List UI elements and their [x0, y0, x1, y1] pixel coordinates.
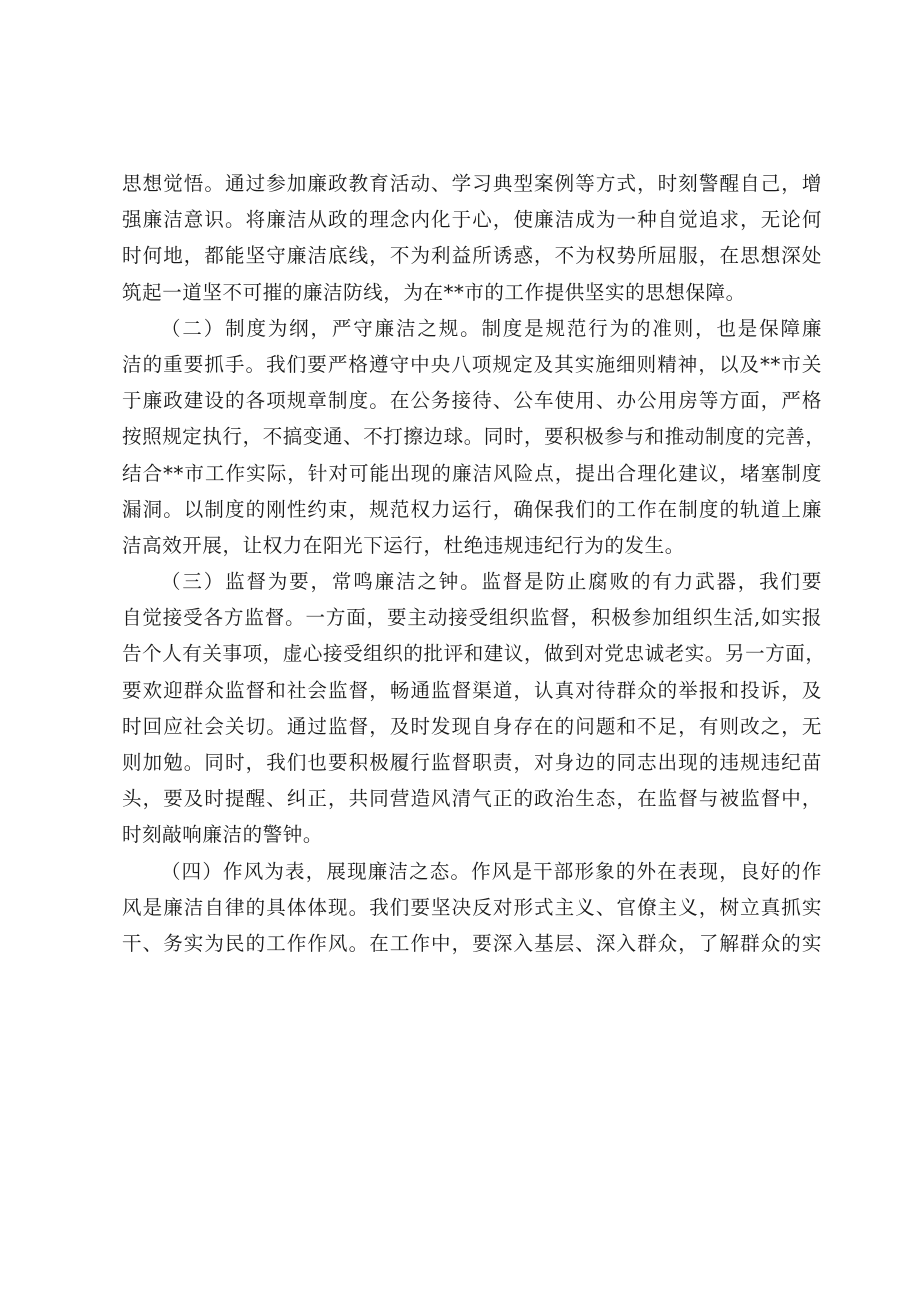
- text-line: 要欢迎群众监督和社会监督，畅通监督渠道，认真对待群众的举报和投诉，及: [122, 678, 822, 702]
- text-line: 时刻敲响廉洁的警钟。: [122, 823, 324, 847]
- text-line: 风是廉洁自律的具体体现。我们要坚决反对形式主义、官僚主义，树立真抓实: [122, 895, 822, 919]
- document-body: [122, 166, 826, 962]
- text-line: 自觉接受各方监督。一方面，要主动接受组织监督，积极参加组织生活,如实报: [122, 606, 822, 630]
- text-line: 时何地，都能坚守廉洁底线，不为利益所诱惑，不为权势所屈服，在思想深处: [122, 244, 822, 268]
- paragraph-1: [122, 166, 822, 311]
- text-line: 洁的重要抓手。我们要严格遵守中央八项规定及其实施细则精神，以及**市关: [122, 352, 822, 376]
- text-line: 于廉政建设的各项规章制度。在公务接待、公车使用、办公用房等方面，严格: [122, 389, 822, 413]
- text-line: 时回应社会关切。通过监督，及时发现自身存在的问题和不足，有则改之，无: [122, 714, 822, 738]
- text-line: 洁高效开展，让权力在阳光下运行，杜绝违规违纪行为的发生。: [122, 533, 685, 557]
- paragraph-2: [122, 311, 826, 564]
- text-line: 思想觉悟。通过参加廉政教育活动、学习典型案例等方式，时刻警醒自己，增: [122, 172, 822, 195]
- text-line: 干、务实为民的工作作风。在工作中，要深入基层、深入群众，了解群众的实: [122, 931, 822, 955]
- text-line: 漏洞。以制度的刚性约束，规范权力运行，确保我们的工作在制度的轨道上廉: [122, 497, 822, 521]
- text-line: 告个人有关事项，虚心接受组织的批评和建议，做到对党忠诚老实。另一方面，: [122, 642, 826, 666]
- text-line: 按照规定执行，不搞变通、不打擦边球。同时，要积极参与和推动制度的完善，: [122, 425, 826, 449]
- text-line: （二）制度为纲，严守廉洁之规。制度是规范行为的准则，也是保障廉: [161, 316, 822, 340]
- paragraph-3: [122, 564, 826, 854]
- paragraph-4: [122, 854, 822, 963]
- text-line: 强廉洁意识。将廉洁从政的理念内化于心，使廉洁成为一种自觉追求，无论何: [122, 208, 822, 232]
- text-line: 头，要及时提醒、纠正，共同营造风清气正的政治生态，在监督与被监督中，: [122, 787, 822, 811]
- text-line: （三）监督为要，常鸣廉洁之钟。监督是防止腐败的有力武器，我们要: [161, 570, 822, 594]
- text-line: 筑起一道坚不可摧的廉洁防线，为在**市的工作提供坚实的思想保障。: [122, 280, 746, 304]
- text-line: 结合**市工作实际，针对可能出现的廉洁风险点，提出合理化建议，堵塞制度: [122, 461, 822, 485]
- text-line: 则加勉。同时，我们也要积极履行监督职责，对身边的同志出现的违规违纪苗: [122, 751, 822, 774]
- text-line: （四）作风为表，展现廉洁之态。作风是干部形象的外在表现，良好的作: [161, 859, 822, 883]
